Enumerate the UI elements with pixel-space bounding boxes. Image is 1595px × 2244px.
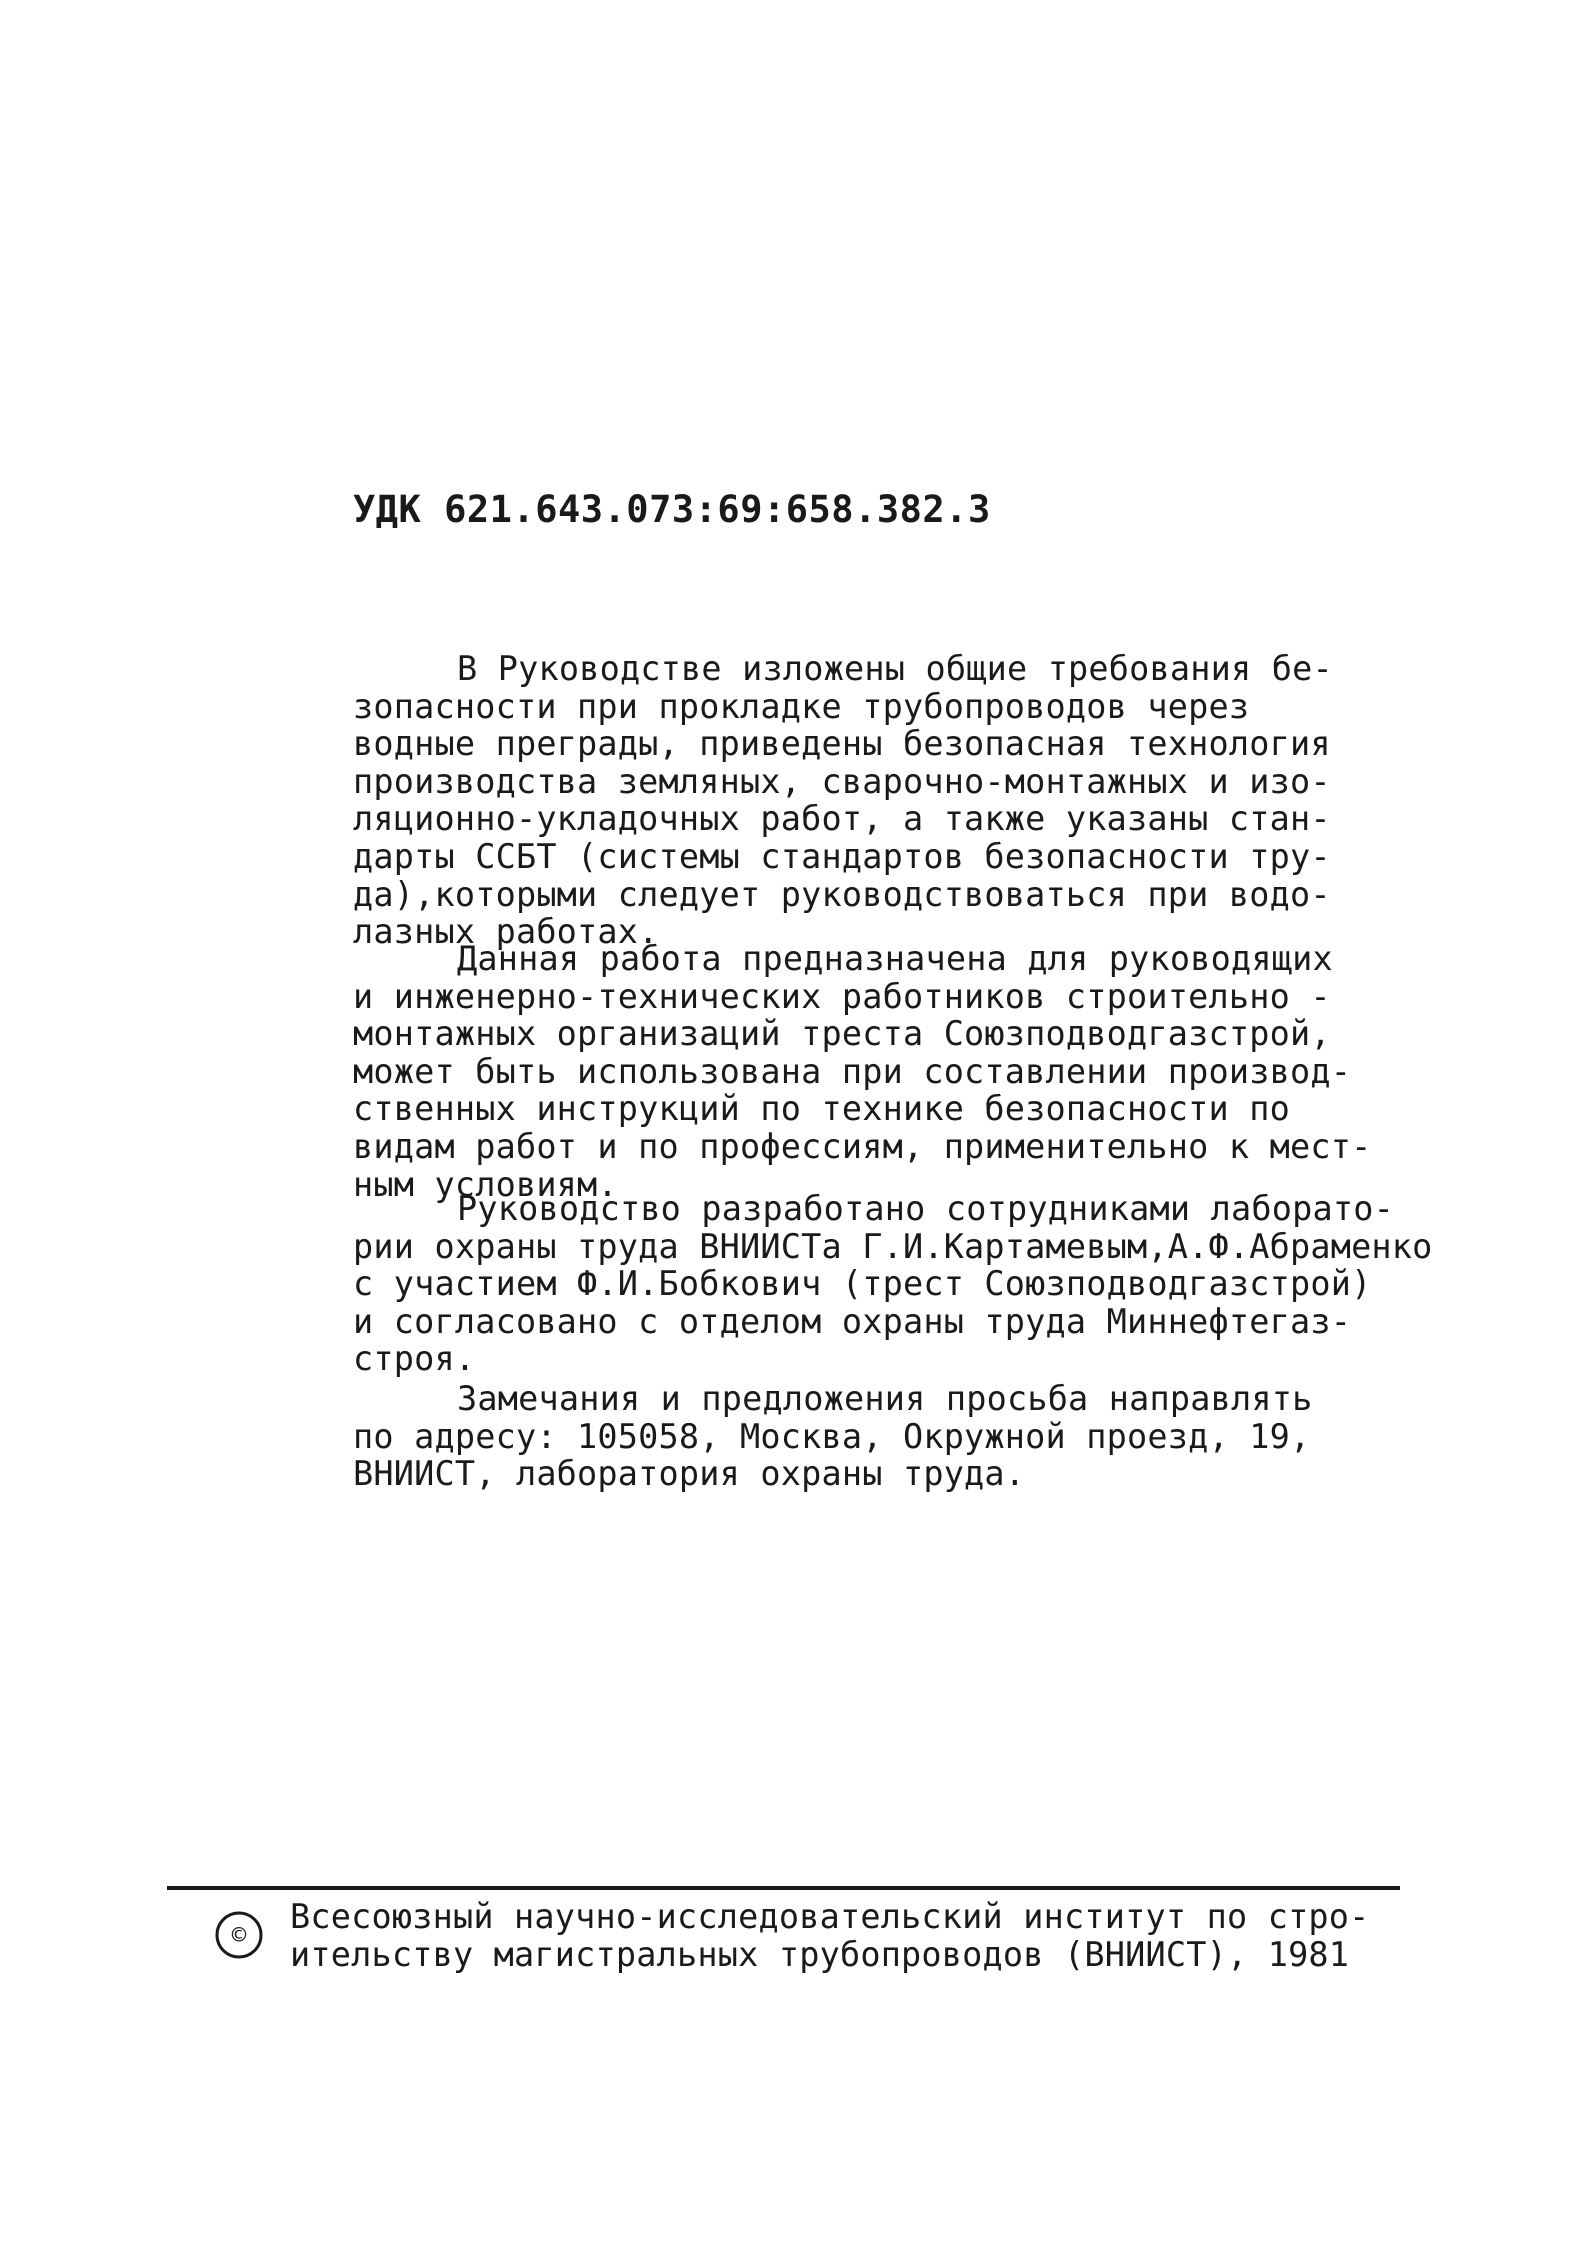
text-line: дарты ССБТ (системы стандартов безопасности тру- — [353, 836, 1331, 876]
paragraph-authors — [353, 1190, 1483, 1378]
text-line: может быть использована при составлении производ- — [353, 1051, 1352, 1091]
paragraph-contact — [353, 1380, 1483, 1493]
text-line: и согласовано с отделом охраны труда Миннефтегаз- — [353, 1301, 1352, 1341]
text-line: по адресу: 105058, Москва, Окружной проезд, 19, — [353, 1416, 1311, 1456]
text-line: Замечания и предложения просьба направлять — [457, 1379, 1313, 1418]
paragraph-audience — [353, 940, 1483, 1203]
footer-line: ительству магистральных трубопроводов (ВНИИСТ), 1981 — [290, 1935, 1350, 1974]
copyright-footer — [290, 1898, 1440, 1974]
text-line: Данная работа предназначена для руководящих — [457, 939, 1333, 978]
text-line: рии охраны труда ВНИИСТа Г.И.Картамевым,А.Ф.Абраменко — [353, 1226, 1433, 1266]
text-line: ственных инструкций по технике безопасности по — [353, 1089, 1290, 1129]
text-line: производства земляных, сварочно-монтажных и изо- — [353, 761, 1331, 801]
footer-divider — [167, 1886, 1400, 1890]
text-line: с участием Ф.И.Бобкович (трест Союзподводгазстрой) — [353, 1264, 1372, 1304]
text-line: зопасности при прокладке трубопроводов через — [353, 686, 1250, 726]
text-line: и инженерно-технических работников строительно - — [353, 976, 1331, 1016]
footer-line: Всесоюзный научно-исследовательский институт по стро- — [290, 1897, 1370, 1936]
text-line: В Руководстве изложены общие требования бе- — [457, 649, 1333, 688]
text-line: Руководство разработано сотрудниками лаборато- — [457, 1189, 1394, 1228]
udk-code: УДК 621.643.073:69:658.382.3 — [353, 488, 991, 531]
text-line: видам работ и по профессиям, применительно к мест- — [353, 1126, 1372, 1166]
text-line: водные преграды, приведены безопасная технология — [353, 724, 1331, 764]
text-line: лазных работах. — [353, 912, 659, 952]
text-line: ляционно-укладочных работ, а также указаны стан- — [353, 799, 1331, 839]
copyright-symbol: © — [231, 1921, 247, 1949]
paragraph-summary — [353, 650, 1483, 951]
text-line: да),которыми следует руководствоваться при водо- — [353, 874, 1331, 914]
text-line: ВНИИСТ, лаборатория охраны труда. — [353, 1454, 1026, 1494]
text-line: монтажных организаций треста Союзподводгазстрой, — [353, 1014, 1331, 1054]
text-line: строя. — [353, 1339, 476, 1379]
copyright-icon — [214, 1910, 264, 1960]
text-line: ным условиям. — [353, 1164, 618, 1204]
